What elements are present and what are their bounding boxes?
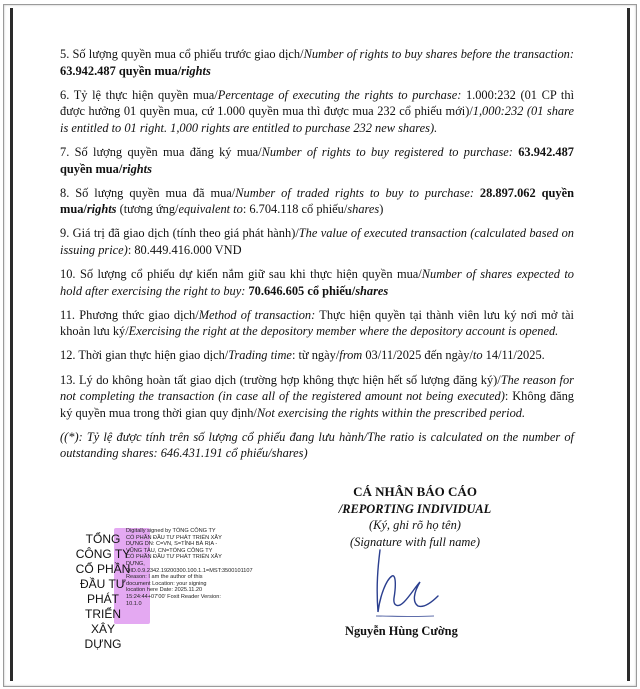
digital-signature	[72, 528, 253, 651]
text-segment: The ratio is calculated on the number of outstanding shares	[60, 429, 574, 461]
text-segment: from	[339, 348, 363, 363]
reporter-name: Nguyễn Hùng Cường	[345, 624, 458, 638]
text-segment: 8. Số lượng quyền mua đã mua/	[60, 185, 236, 200]
text-segment: The value of executed transaction (calculated based on issuing price)	[60, 226, 574, 257]
text-segment: 03/11/2025 đến ngày/	[362, 348, 473, 363]
text-segment: 12. Thời gian thực hiện giao dịch/	[60, 348, 229, 363]
item-12	[60, 347, 574, 364]
text-segment: Not exercising the rights within the prescribed period.	[256, 405, 526, 420]
text-segment: 14/11/2025.	[482, 348, 545, 363]
text-segment: Percentage of executing the rights to purchase:	[217, 87, 462, 102]
scan-edge-right	[627, 8, 630, 681]
reporter-title-vi: CÁ NHÂN BÁO CÁO	[353, 484, 477, 499]
digital-signature-details: Digitally signed by TỔNG CÔNG TY CỔ PHẦN ĐẦU TƯ PHÁT TRIỂN XÂY DỰNG DN: C=VN, S=TỈNH BÀ RỊA - VŨNG TÀU, CN=TỔNG CÔNG TY CỔ PHẦN ĐẦU TƯ PHÁT TRIỂN XÂY DỰNG, OID.0.9.2342.19200300.100.1.1=MST:3500101107 Reason: I am the author of this document Location: your signing location here Date: 2025.11.20 15:24:44+07'00' Foxit Reader Version: 10.1.0	[126, 528, 253, 607]
text-segment: : 80.449.416.000 VND	[127, 242, 242, 257]
text-segment: Number of rights to buy registered to purchase:	[261, 144, 513, 159]
text-segment: Method of transaction:	[198, 307, 316, 322]
item-6	[60, 87, 574, 137]
text-segment: shares	[355, 283, 389, 298]
text-segment: Trading time	[228, 348, 292, 363]
reporter-title-en: /REPORTING INDIVIDUAL	[338, 501, 492, 516]
item-11	[60, 307, 574, 340]
text-segment: shares	[271, 446, 304, 461]
item-5	[60, 46, 574, 79]
text-segment: 10. Số lượng cổ phiếu dự kiến nắm giữ sau khi thực hiện quyền mua/	[60, 267, 422, 282]
text-segment: rights	[86, 202, 117, 217]
text-segment: 11. Phương thức giao dịch/	[60, 307, 199, 322]
text-segment: equivalent to	[178, 202, 243, 217]
item-8	[60, 185, 574, 218]
document-body	[60, 46, 574, 469]
item-10	[60, 266, 574, 299]
text-segment: shares	[347, 202, 380, 217]
text-segment: rights	[122, 161, 152, 176]
handwritten-signature	[362, 546, 442, 624]
text-segment: 5. Số lượng quyền mua cổ phiếu trước giao dịch/	[60, 47, 304, 61]
text-segment: : từ ngày/	[291, 348, 340, 363]
text-segment: ((*): Tỷ lệ được tính trên số lượng cổ phiếu đang lưu hành/	[60, 429, 368, 444]
text-segment: Number of shares expected to hold after exercising the right to buy:	[60, 267, 574, 298]
text-segment: 7. Số lượng quyền mua đăng ký mua/	[60, 144, 262, 159]
text-segment: : 6.704.118 cổ phiếu/	[242, 202, 348, 217]
signature-instruction-vi: (Ký, ghi rõ họ tên)	[369, 518, 461, 532]
text-segment: Number of traded rights to buy to purchase:	[235, 185, 474, 200]
text-segment: 63.942.487 quyền mua/	[60, 63, 182, 78]
signature-instruction-en: (Signature with full name)	[350, 534, 480, 549]
text-segment: )	[379, 202, 384, 217]
text-segment: : Không đăng ký quyền mua trong thời gian quy định/	[60, 389, 574, 420]
item-13	[60, 372, 574, 422]
text-segment: Thực hiện quyền tại thành viên lưu ký nơi mở tài khoản lưu ký/	[60, 307, 575, 339]
text-segment: 9. Giá trị đã giao dịch (tính theo giá phát hành)/	[60, 226, 299, 241]
text-segment: Exercising the right at the depository member where the depository account is opened.	[128, 324, 559, 339]
text-segment: 1.000:232 (01 CP thì được hưởng 01 quyền mua, cứ 1.000 quyền mua thì được mua 232 cổ phiếu mới)/	[60, 87, 575, 119]
outstanding-shares-note	[60, 429, 574, 462]
text-segment: 28.897.062 quyền mua/	[60, 185, 574, 217]
text-segment: : 646.431.191 cổ phiếu/	[153, 446, 272, 461]
text-segment: 1,000:232 (01 share is entitled to 01 right. 1,000 rights are entitled to purchase 232 new shares).	[60, 104, 574, 135]
text-segment: Number of rights to buy shares before the transaction:	[303, 47, 575, 61]
text-segment: The reason for not completing the transaction (in case all of the registered amount not being executed)	[60, 372, 574, 404]
text-segment: (tương ứng/	[116, 202, 179, 217]
scan-edge-left	[10, 8, 13, 681]
text-segment: )	[303, 446, 308, 461]
text-segment: 63.942.487 quyền mua/	[60, 144, 574, 176]
item-7	[60, 144, 574, 177]
text-segment: to	[472, 348, 483, 363]
company-name-stamp: TỔNG CÔNG TY CỔ PHẦN ĐẦU TƯ PHÁT TRIỂN XÂY DỰNG	[75, 532, 131, 651]
text-segment: rights	[181, 63, 211, 78]
text-segment: 6. Tỷ lệ thực hiện quyền mua/	[60, 87, 218, 102]
text-segment: 13. Lý do không hoàn tất giao dịch (trường hợp không thực hiện hết số lượng đăng ký)/	[60, 372, 501, 387]
signature-block	[300, 484, 530, 550]
text-segment: 70.646.605 cổ phiếu/	[248, 283, 356, 298]
item-9	[60, 225, 574, 258]
